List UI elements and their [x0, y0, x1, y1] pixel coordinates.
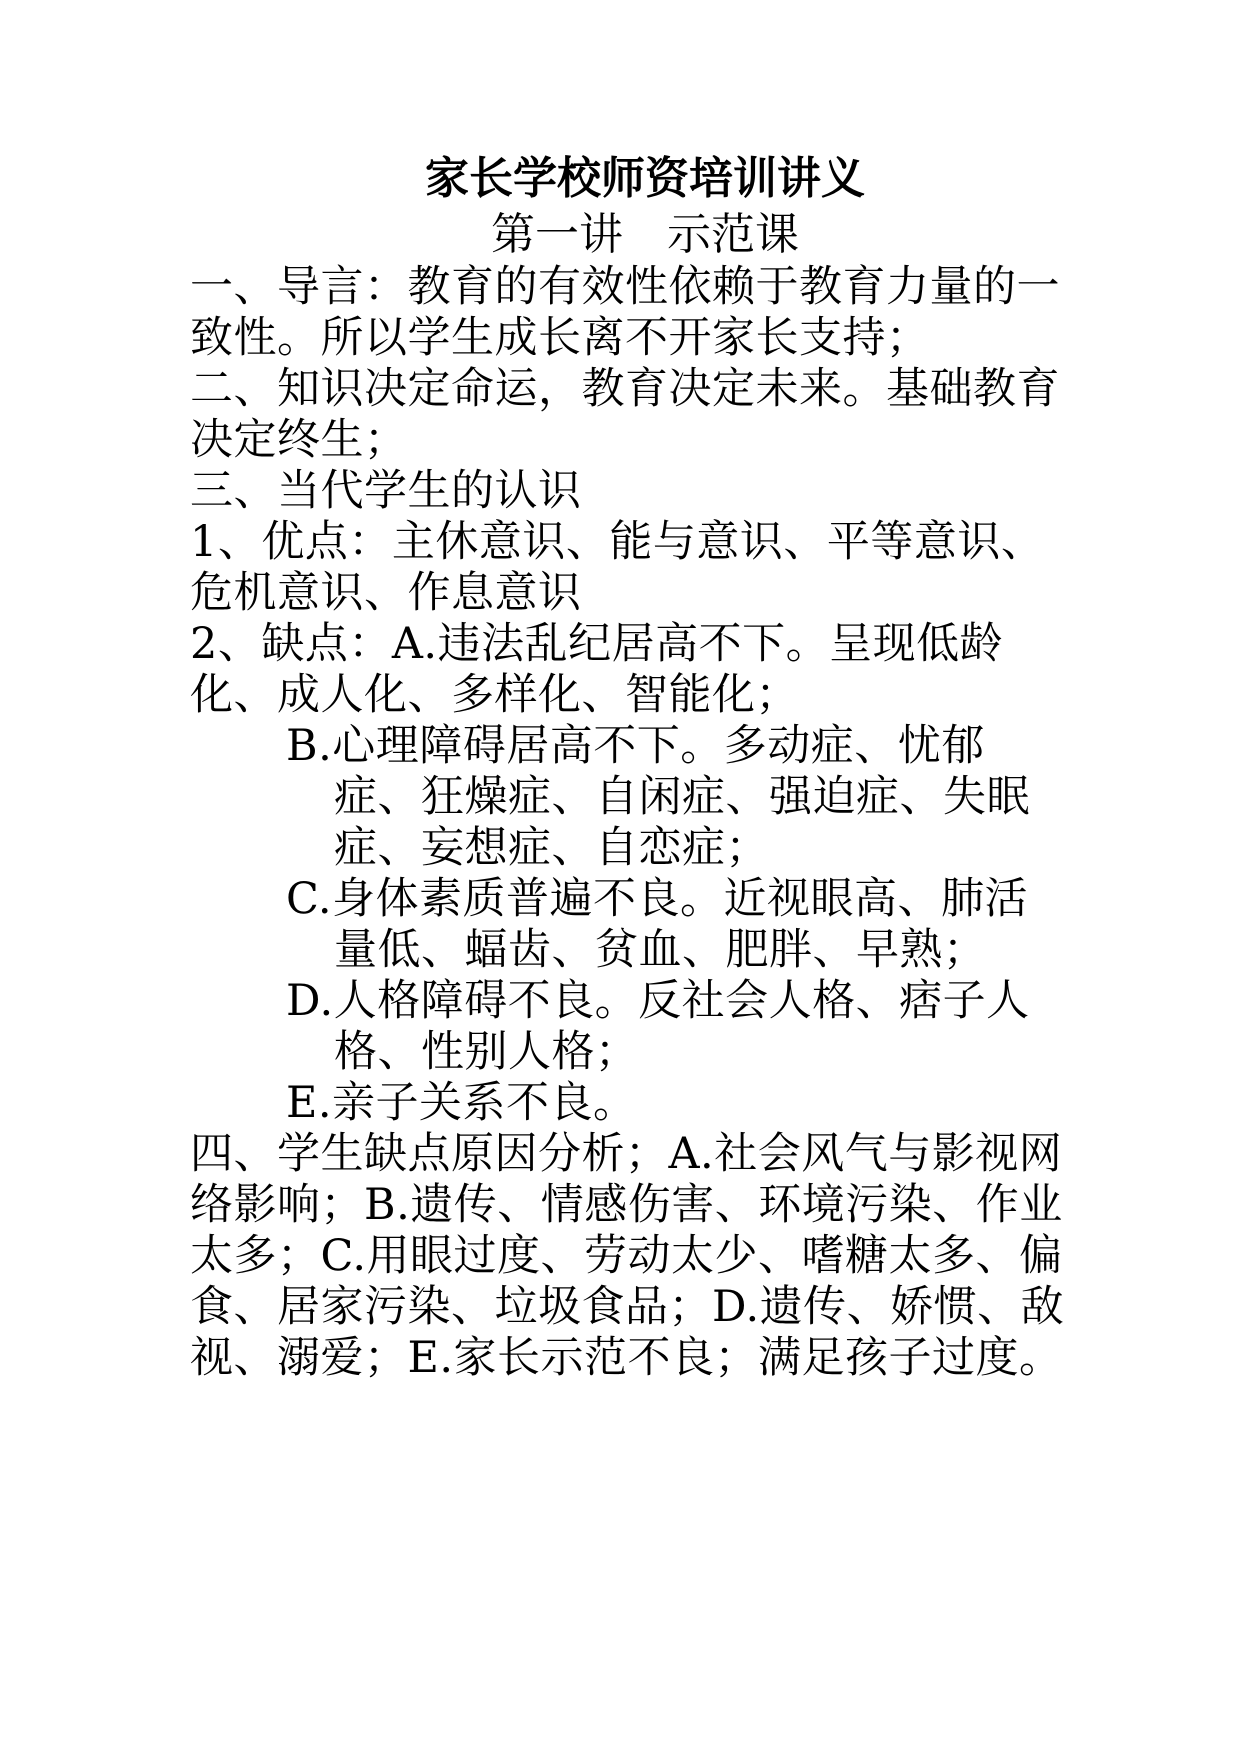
paragraph-causes: 四、学生缺点原因分析；A.社会风气与影视网络影响；B.遗传、情感伤害、环境污染、作业太多；C.用眼过度、劳动太少、嗜糖太多、偏食、居家污染、垃圾食品；D.遗传、娇惯、敌视、溺爱；E.家长示范不良；满足孩子过度。 — [190, 1129, 1065, 1383]
document-page — [190, 150, 1070, 1384]
paragraph-strengths: 1、优点：主休意识、能与意识、平等意识、危机意识、作息意识 — [190, 517, 1045, 618]
paragraph-intro: 一、导言：教育的有效性依赖于教育力量的一致性。所以学生成长离不开家长支持； — [190, 262, 1060, 363]
paragraph-weaknesses: 2、缺点：A.违法乱纪居高不下。呈现低龄化、成人化、多样化、智能化； — [190, 619, 1004, 720]
document-body — [190, 262, 1070, 1384]
document-title: 家长学校师资培训讲义 — [425, 153, 865, 204]
sub-item-e: E.亲子关系不良。 — [286, 1078, 637, 1128]
sub-item-c: C.身体素质普遍不良。近视眼高、肺活量低、蝠齿、贫血、肥胖、早熟； — [286, 874, 1029, 975]
paragraph-understanding: 三、当代学生的认识 — [190, 466, 582, 516]
paragraph-knowledge: 二、知识决定命运，教育决定未来。基础教育决定终生； — [190, 364, 1060, 465]
sub-item-d: D.人格障碍不良。反社会人格、痞子人格、性别人格； — [286, 976, 1030, 1077]
lecture-subtitle: 第一讲 示范课 — [491, 209, 799, 260]
sub-item-b: B.心理障碍居高不下。多动症、忧郁症、狂燥症、自闲症、强迫症、失眠症、妄想症、自恋症； — [286, 721, 1030, 873]
